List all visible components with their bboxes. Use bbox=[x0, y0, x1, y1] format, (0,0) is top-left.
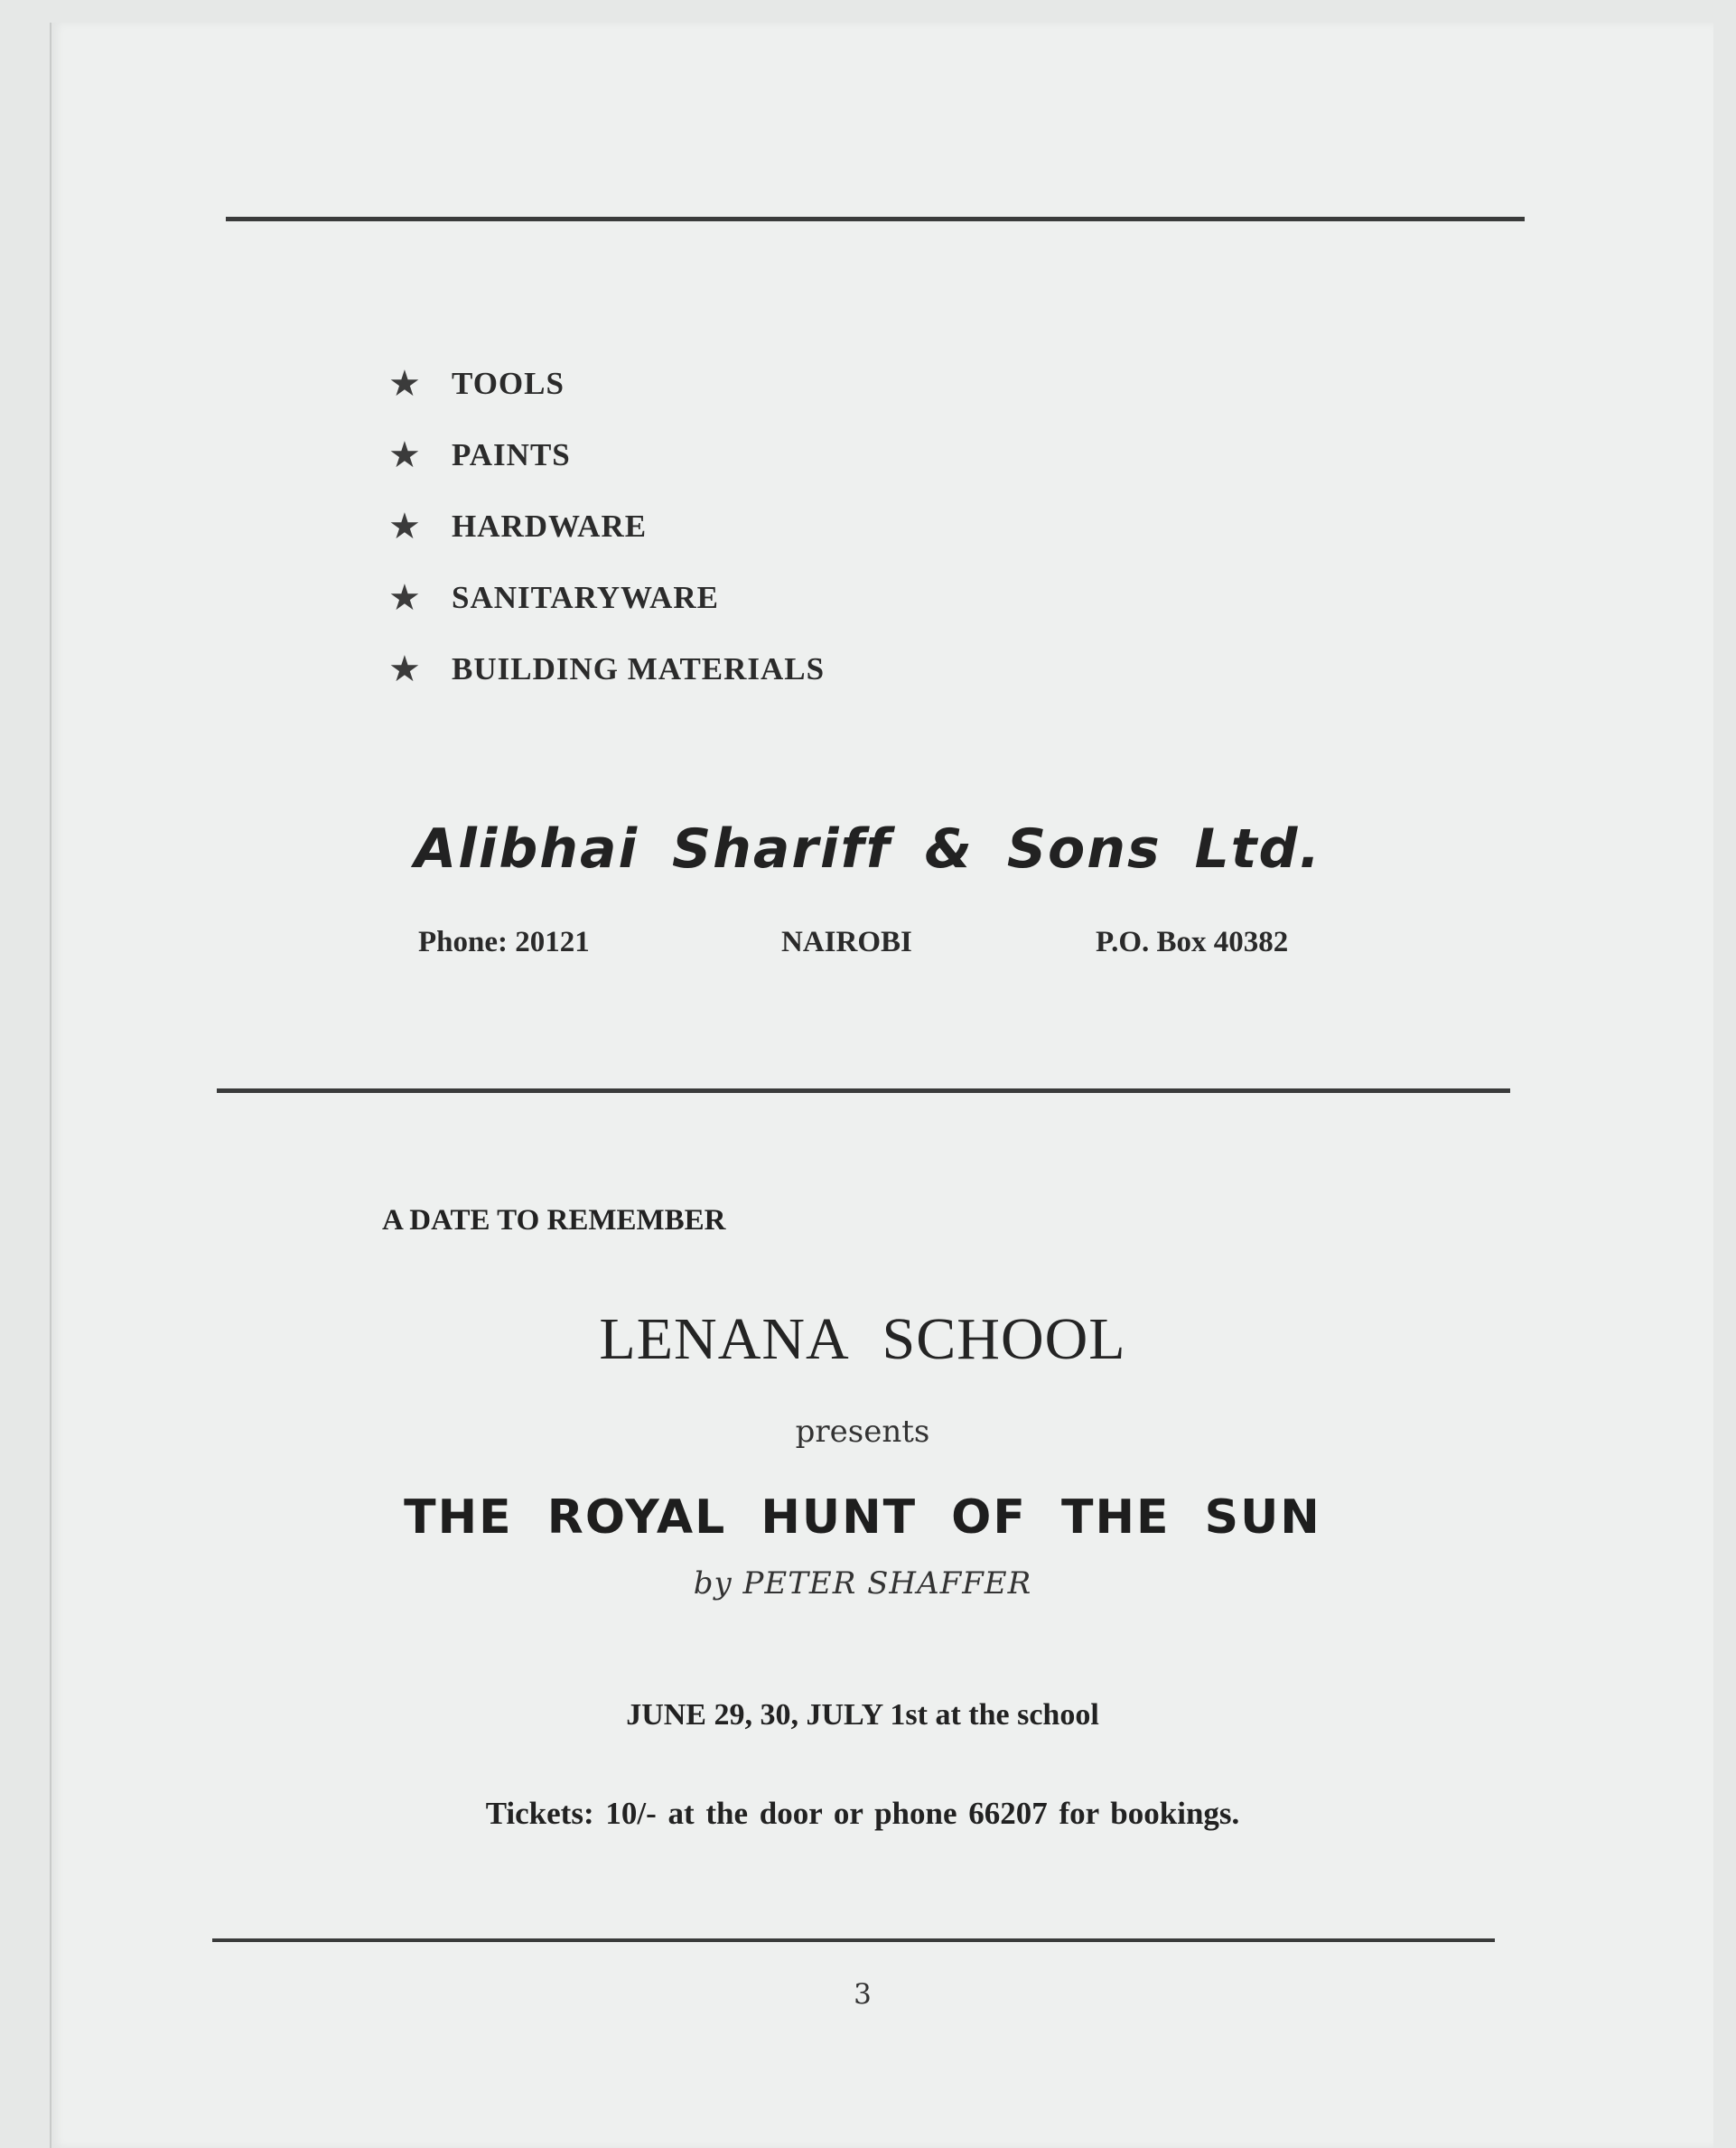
feature-item bbox=[388, 562, 825, 633]
star-icon: ★ bbox=[388, 505, 421, 546]
feature-item bbox=[388, 419, 825, 490]
performance-dates: JUNE 29, 30, JULY 1st at the school bbox=[626, 1698, 1099, 1732]
top-divider bbox=[226, 217, 1525, 221]
star-icon: ★ bbox=[388, 434, 421, 475]
page-number: 3 bbox=[854, 1978, 872, 2011]
star-icon: ★ bbox=[388, 576, 421, 618]
feature-label: BUILDING MATERIALS bbox=[452, 650, 826, 686]
star-icon: ★ bbox=[388, 362, 421, 404]
play-title: THE ROYAL HUNT OF THE SUN bbox=[404, 1490, 1321, 1545]
middle-divider bbox=[217, 1088, 1510, 1093]
star-icon: ★ bbox=[388, 648, 421, 689]
date-heading: A DATE TO REMEMBER bbox=[382, 1204, 726, 1237]
feature-item bbox=[388, 490, 825, 562]
feature-list bbox=[388, 348, 825, 705]
school-name: LENANA SCHOOL bbox=[599, 1306, 1126, 1372]
ticket-info: Tickets: 10/- at the door or phone 66207 for bookings. bbox=[485, 1796, 1240, 1831]
play-author: by PETER SHAFFER bbox=[693, 1565, 1032, 1602]
bottom-divider bbox=[212, 1938, 1495, 1942]
feature-label: PAINTS bbox=[452, 436, 571, 472]
feature-item bbox=[388, 348, 825, 419]
feature-label: TOOLS bbox=[452, 365, 565, 401]
company-po-box: P.O. Box 40382 bbox=[1096, 926, 1289, 958]
feature-label: SANITARYWARE bbox=[452, 579, 719, 615]
feature-label: HARDWARE bbox=[452, 508, 648, 544]
company-name: Alibhai Shariff & Sons Ltd. bbox=[414, 817, 1322, 881]
company-phone: Phone: 20121 bbox=[418, 926, 590, 958]
company-city: NAIROBI bbox=[781, 926, 912, 958]
feature-item bbox=[388, 633, 825, 705]
presents-text: presents bbox=[795, 1414, 930, 1450]
